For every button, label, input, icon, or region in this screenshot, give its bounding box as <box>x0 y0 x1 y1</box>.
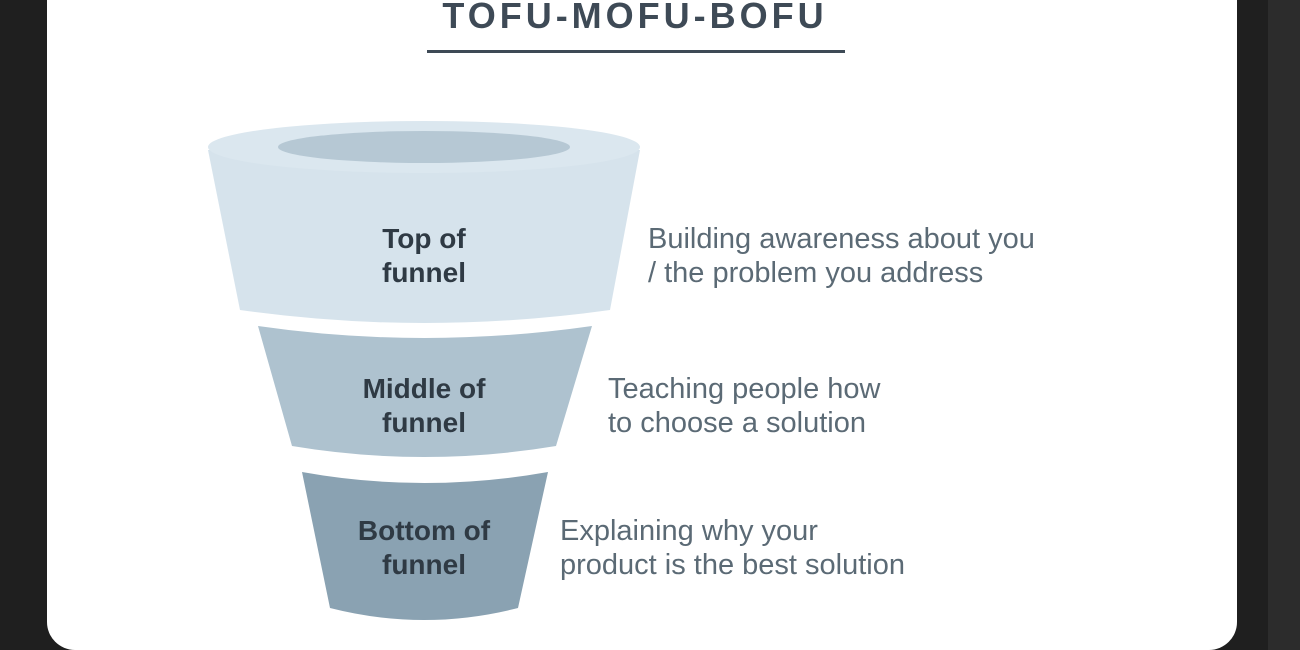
top-stage-label-line2: funnel <box>382 257 466 288</box>
page-title: TOFU-MOFU-BOFU <box>442 0 828 36</box>
top-description-line1: Building awareness about you <box>648 223 1035 255</box>
top-stage-description <box>648 222 1035 290</box>
middle-description-line1: Teaching people how <box>608 373 881 405</box>
top-stage-label-line1: Top of <box>382 223 466 254</box>
bottom-description-line2: product is the best solution <box>560 549 905 581</box>
bottom-stage-description <box>560 514 905 582</box>
bottom-stage-label-line2: funnel <box>382 549 466 580</box>
funnel-bottom-stage <box>302 472 548 620</box>
middle-stage-label-line1: Middle of <box>362 373 486 404</box>
funnel-top-opening <box>278 131 570 163</box>
middle-stage-label-line2: funnel <box>382 407 466 438</box>
top-description-line2: / the problem you address <box>648 257 984 289</box>
bottom-description-line1: Explaining why your <box>560 515 818 547</box>
bottom-stage-label-line1: Bottom of <box>357 515 491 546</box>
middle-description-line2: to choose a solution <box>608 407 866 439</box>
middle-stage-description <box>608 372 880 440</box>
